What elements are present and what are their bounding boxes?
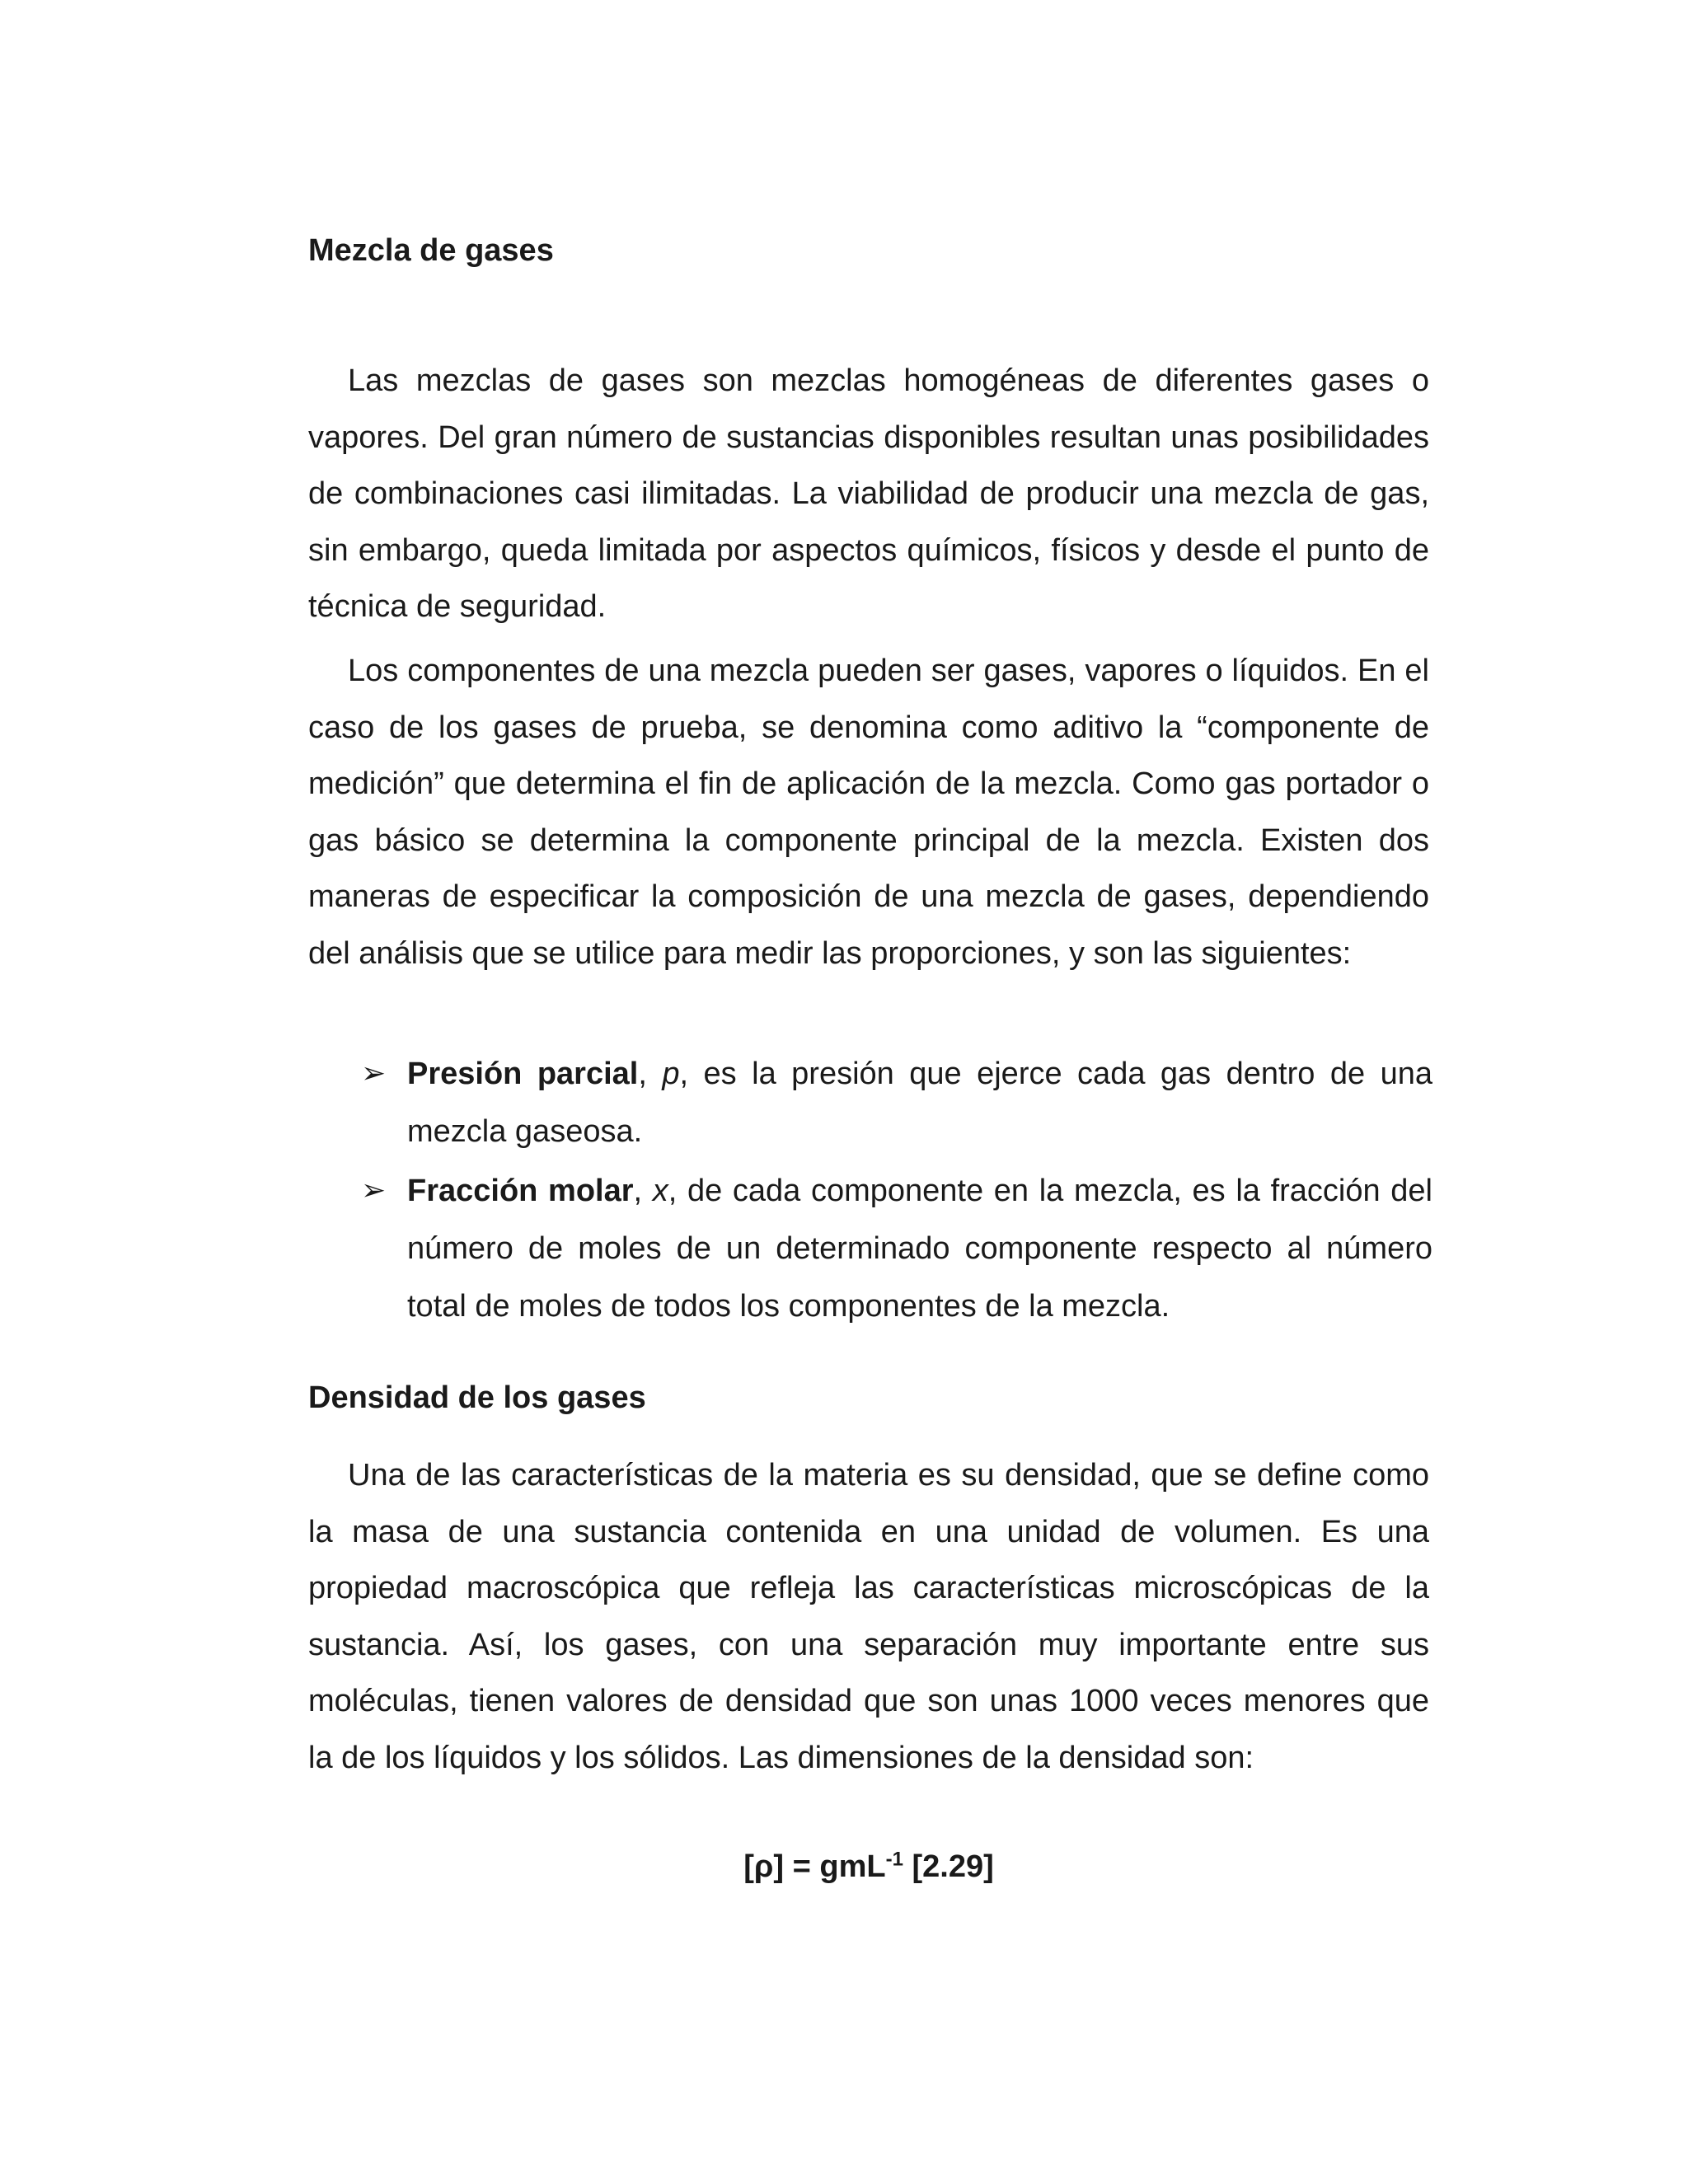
arrow-bullet-icon: ➢ — [361, 1057, 387, 1090]
bullet-text: , es la presión que ejerce cada gas dentro de una mezcla gaseosa. — [407, 1057, 1432, 1149]
bullet-item-presion-parcial — [308, 1045, 1432, 1160]
bullet-separator: , — [638, 1057, 663, 1091]
formula-reference: [2.29] — [903, 1849, 994, 1884]
paragraph-componentes: Los componentes de una mezcla pueden ser gases, vapores o líquidos. En el caso de los gases de prueba, se denomina como aditivo la “componente de medición” que determina el fin de aplicación de la mezcla. Como gas portador o gas básico se determina la componente principal de la mezcla. Existen dos maneras de especificar la composición de una mezcla de gases, dependiendo del análisis que se utilice para medir las proporciones, y son las siguientes: — [308, 654, 1429, 971]
section-title-densidad-de-los-gases: Densidad de los gases — [308, 1380, 646, 1415]
formula-exponent: -1 — [885, 1848, 903, 1871]
section-title-mezcla-de-gases: Mezcla de gases — [308, 233, 554, 268]
bullet-symbol: x — [652, 1174, 668, 1208]
paragraph-densidad: Una de las características de la materia es su densidad, que se define como la masa de una sustancia contenida en una unidad de volumen. Es una propiedad macroscópica que refleja las características microscópicas de la sustancia. Así, los gases, con una separación muy importante entre sus moléculas, tienen valores de densidad que son unas 1000 veces menores que la de los líquidos y los sólidos. Las dimensiones de la densidad son: — [308, 1458, 1429, 1775]
density-formula — [308, 1846, 1429, 1887]
bullet-list — [308, 1045, 1432, 1337]
bullet-symbol: p — [662, 1057, 680, 1091]
bullet-term: Presión parcial — [407, 1057, 639, 1091]
bullet-term: Fracción molar — [407, 1174, 634, 1208]
arrow-bullet-icon: ➢ — [361, 1174, 387, 1207]
bullet-item-fraccion-molar — [308, 1162, 1432, 1335]
bullet-separator: , — [633, 1174, 653, 1208]
paragraph-mezclas-intro: Las mezclas de gases son mezclas homogéneas de diferentes gases o vapores. Del gran número de sustancias disponibles resultan unas posibilidades de combinaciones casi ilimitadas. La viabilidad de producir una mezcla de gas, sin embargo, queda limitada por aspectos químicos, físicos y desde el punto de técnica de seguridad. — [308, 363, 1429, 624]
bullet-text: , de cada componente en la mezcla, es la fracción del número de moles de un determinado componente respecto al número total de moles de todos los componentes de la mezcla. — [407, 1174, 1432, 1324]
formula-lhs: [ρ] = gmL — [743, 1849, 886, 1884]
